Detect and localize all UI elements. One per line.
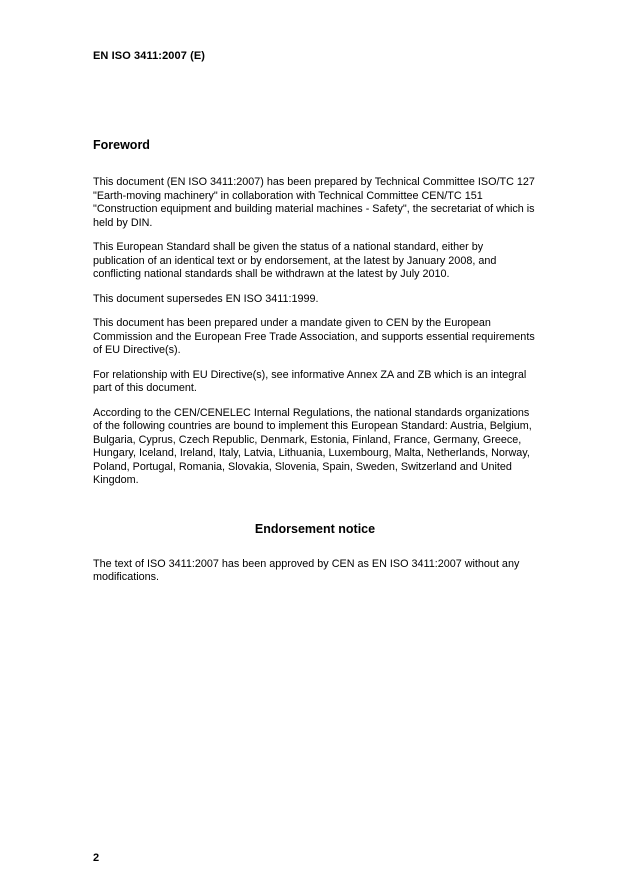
foreword-paragraph: According to the CEN/CENELEC Internal Regulations, the national standards organizations of the following countries are bound to implement this European Standard: Austria, Belgium, Bulgaria, Cyprus, Czech Republic, Denmark, Estonia, Finland, France, Germany, Greece, Hungary, Iceland, Ireland, Italy, Latvia, Lithuania, Luxembourg, Malta, Netherlands, Norway, Poland, Portugal, Romania, Slovakia, Slovenia, Spain, Sweden, Switzerland and United Kingdom. [93, 406, 532, 486]
endorsement-paragraph: The text of ISO 3411:2007 has been approved by CEN as EN ISO 3411:2007 without any modifications. [93, 557, 520, 583]
page-number: 2 [93, 852, 100, 864]
foreword-paragraph: For relationship with EU Directive(s), see informative Annex ZA and ZB which is an integral part of this document. [93, 368, 527, 394]
document-header: EN ISO 3411:2007 (E) [93, 50, 206, 62]
foreword-paragraph: This European Standard shall be given the status of a national standard, either by publication of an identical text or by endorsement, at the latest by January 2008, and conflicting national standards shall be withdrawn at the latest by July 2010. [93, 241, 497, 280]
foreword-paragraph: This document (EN ISO 3411:2007) has been prepared by Technical Committee ISO/TC 127 "Earth-moving machinery" in collaboration with Technical Committee CEN/TC 151 "Construction equipment and building material machines - Safety", the secretariat of which is held by DIN. [93, 176, 535, 229]
foreword-paragraph: This document has been prepared under a mandate given to CEN by the European Commission and the European Free Trade Association, and supports essential requirements of EU Directive(s). [93, 317, 535, 356]
foreword-paragraph: This document supersedes EN ISO 3411:1999. [93, 292, 319, 305]
document-body [93, 138, 537, 596]
foreword-heading: Foreword [93, 138, 150, 152]
endorsement-notice-heading: Endorsement notice [254, 521, 376, 536]
